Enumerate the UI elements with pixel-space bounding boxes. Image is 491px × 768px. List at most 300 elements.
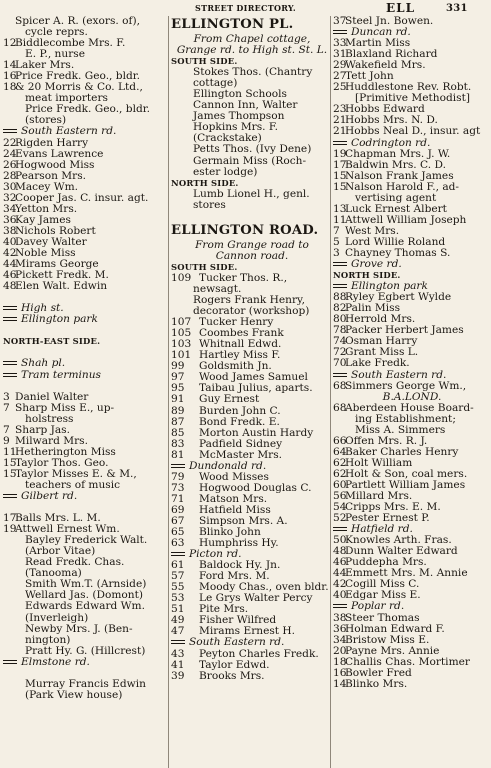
directory-entry [333,82,491,93]
directory-entry-continuation [333,414,491,425]
entry-text: Herrold Mrs. [345,314,416,326]
house-number: 24 [3,148,17,160]
directory-entry-continuation [3,557,165,568]
house-number: 52 [333,513,347,525]
cross-street-name: Duncan rd. [351,27,411,39]
entry-text: Fisher Wilfred [199,615,277,627]
street-heading [171,222,333,240]
house-number: 43 [171,648,185,660]
entry-text: Ellington Schools [193,89,287,101]
house-number: 26 [3,159,17,171]
entry-text: teachers of music [25,479,121,491]
directory-entry [3,38,165,49]
directory-entry-continuation [171,295,333,306]
house-number: 22 [3,137,17,149]
entry-text: Bond Fredk. E. [199,416,280,428]
entry-text: Germain Miss (Roch- [193,155,307,167]
entry-text: ELLINGTON PL. [171,17,294,32]
entry-text: Osman Harry [345,336,418,348]
directory-entry-continuation [171,306,333,317]
directory-entry [333,160,491,171]
house-number: 28 [3,170,17,182]
entry-text: Luck Ernest Albert [345,203,447,215]
directory-entry [171,538,333,549]
directory-entry-continuation [3,104,165,115]
side-heading [171,262,333,273]
directory-entry [3,469,165,480]
entry-text: West Mrs. [345,225,400,237]
house-number: 50 [333,535,347,547]
house-number: 40 [333,590,347,602]
directory-entry [171,273,333,284]
directory-entry-continuation [3,690,165,701]
directory-entry [171,527,333,538]
entry-text: Bayley Frederick Walt. [25,535,148,547]
directory-entry-continuation [3,624,165,635]
entry-text: Whitnall Edwd. [199,339,282,351]
house-number: 9 [3,435,10,447]
entry-text: Bristow Miss E. [345,634,430,646]
entry-text: Petts Thos. (Ivy Dene) [193,144,312,156]
cross-street-name: Tram terminus [21,369,101,381]
entry-text: Matson Mrs. [199,493,268,505]
entry-text: Read Fredk. Chas. [25,557,125,569]
entry-text: Coombes Frank [199,328,284,340]
directory-entry [3,149,165,160]
house-number: 69 [171,504,185,516]
entry-text: Davey Walter [15,236,87,248]
directory-entry-continuation [171,133,333,144]
cross-street-name: Codrington rd. [351,137,431,149]
entry-text: newsagt. [193,283,242,295]
directory-entry [171,494,333,505]
directory-entry-continuation [3,115,165,126]
entry-text: Sharp Jas. [15,424,70,436]
directory-entry [333,104,491,115]
entry-text: Cannon road. [215,250,289,262]
house-number: 3 [3,391,10,403]
entry-text: Mirams Ernest H. [199,626,296,638]
entry-text: Grange rd. to High st. St. L. [176,45,328,57]
directory-entry [171,450,333,461]
directory-entry [3,259,165,270]
directory-entry [333,579,491,590]
entry-text: Wood Misses [199,471,269,483]
entry-text: vertising agent [355,192,437,204]
entry-text: Millard Mrs. [345,491,413,503]
entry-text: Holt William [345,457,413,469]
entry-text: James Thompson [193,111,285,123]
entry-text: Taylor Edwd. [199,659,270,671]
house-number: 54 [333,502,347,514]
directory-entry [333,325,491,336]
house-number: 46 [333,557,347,569]
house-number: 53 [171,593,185,605]
entry-text: Daniel Walter [15,391,89,403]
entry-text: Wellard Jas. (Domont) [25,590,143,602]
entry-text: Wood James Samuel [199,372,308,384]
entry-text: Milward Mrs. [15,435,88,447]
entry-text: Murray Francis Edwin [25,678,146,690]
house-number: 7 [333,225,340,237]
house-number: 47 [171,626,185,638]
entry-text: Ford Mrs. M. [199,571,270,583]
house-number: 65 [171,527,185,539]
entry-text: (stores) [25,115,67,127]
entry-text: Tett John [345,71,394,83]
entry-text: Guy Ernest [199,394,260,406]
entry-text: Sharp Miss E., up- [15,402,115,414]
directory-entry [333,336,491,347]
entry-text: Hartley Miss F. [199,350,281,362]
directory-entry [3,425,165,436]
directory-entry [171,361,333,372]
directory-entry [3,182,165,193]
directory-entry [171,571,333,582]
entry-text: Yetton Mrs. [15,203,78,215]
entry-text: Hobbs Neal D., insur. agt [345,126,481,138]
directory-entry [171,428,333,439]
house-number: 38 [333,612,347,624]
street-route-note [171,240,333,251]
entry-text: Miss A. Simmers [355,424,446,436]
directory-entry [3,71,165,82]
entry-text: ester lodge) [193,166,258,178]
directory-entry [333,491,491,502]
entry-text: Nalson Frank James [345,170,454,182]
directory-entry-continuation [3,535,165,546]
directory-entry [3,513,165,524]
directory-entry [333,469,491,480]
entry-text: Morton Austin Hardy [199,427,314,439]
house-number: 51 [171,604,185,616]
house-number: 18 [3,82,17,94]
directory-entry [333,458,491,469]
directory-entry-continuation [171,200,333,211]
directory-entry [3,82,165,93]
directory-entry [333,314,491,325]
cross-street-marker [3,370,165,381]
entry-text: Rigden Harry [15,137,89,149]
house-number: 21 [333,126,347,138]
house-number: 79 [171,471,185,483]
house-number: 67 [171,515,185,527]
cross-street-name: Elmstone rd. [21,656,90,668]
house-number: 17 [333,159,347,171]
directory-entry [3,270,165,281]
directory-entry [3,392,165,403]
directory-entry-continuation [3,27,165,38]
house-number: 34 [3,203,17,215]
directory-entry [333,381,491,392]
directory-entry-continuation [171,100,333,111]
directory-entry [171,372,333,383]
directory-entry [333,347,491,358]
house-number: 20 [333,645,347,657]
street-heading [171,16,333,34]
entry-text: Tucker Thos. R., [199,272,288,284]
directory-entry [333,635,491,646]
house-number: 7 [3,402,10,414]
cross-street-name: South Eastern rd. [351,369,447,381]
entry-text: Puddepha Mrs. [345,557,427,569]
directory-entry [171,472,333,483]
directory-entry-continuation [3,480,165,491]
directory-entry [333,447,491,458]
house-number: 14 [3,60,17,72]
entry-text: Hobbs Mrs. N. D. [345,115,438,127]
house-number: 71 [171,493,185,505]
blank-line [171,211,333,222]
entry-text: [Primitive Methodist] [355,93,470,105]
entry-text: Price Fredk. Geo., bldr. [25,104,151,116]
house-number: 44 [3,259,17,271]
house-number: 103 [171,339,192,351]
directory-entry-continuation [3,414,165,425]
directory-entry [333,646,491,657]
directory-entry-continuation [3,635,165,646]
house-number: 91 [171,394,185,406]
house-number: 64 [333,446,347,458]
cross-street-name: South Eastern rd. [189,637,285,649]
directory-entry [333,590,491,601]
house-number: 48 [333,546,347,558]
directory-entry [3,160,165,171]
entry-text: Steer Thomas [345,612,420,624]
house-number: 18 [333,656,347,668]
street-route-note [171,45,333,56]
section-letters: ELL [386,1,416,15]
house-number: 49 [171,615,185,627]
directory-entry [3,436,165,447]
house-number: 80 [333,314,347,326]
directory-entry [171,671,333,682]
directory-entry [333,237,491,248]
entry-text: Balls Mrs. L. M. [15,513,101,525]
directory-entry [3,215,165,226]
entry-text: Martin Miss [345,38,411,50]
entry-text: Biddlecombe Mrs. F. [15,38,126,50]
directory-entry-continuation [171,78,333,89]
directory-entry-continuation [3,613,165,624]
house-number: 12 [3,38,17,50]
house-number: 42 [3,247,17,259]
house-number: 19 [333,148,347,160]
entry-text: Edgar Miss E. [345,590,421,602]
directory-entry [3,237,165,248]
house-number: 66 [333,435,347,447]
house-number: 88 [333,292,347,304]
directory-entry [333,115,491,126]
entry-text: Mirams George [15,259,99,271]
house-number: 83 [171,438,185,450]
entry-text: From Grange road to [195,239,309,251]
house-number: 60 [333,479,347,491]
entry-text: Spicer A. R. (exors. of), [15,16,140,27]
entry-text: Kay James [15,214,71,226]
directory-entry [171,328,333,339]
entry-text: NORTH-EAST SIDE. [3,336,101,347]
entry-text: Edwards Edward Wm. [25,601,145,613]
directory-entry [333,557,491,568]
house-number: 81 [171,449,185,461]
entry-text: Padfield Sidney [199,438,283,450]
directory-entry [171,406,333,417]
entry-text: ing Establishment; [355,413,456,425]
directory-entry [333,171,491,182]
house-number: 74 [333,336,347,348]
entry-text: Chayney Thomas S. [345,247,451,259]
entry-text: Brooks Mrs. [199,670,265,682]
entry-text: Blaxland Richard [345,49,438,61]
house-number: 15 [333,170,347,182]
entry-text: Holt & Son, coal mers. [345,468,468,480]
entry-text: Taibau Julius, aparts. [199,383,313,395]
house-number: 99 [171,361,185,373]
cross-street-marker [333,138,491,149]
column-left [3,16,165,768]
house-number: 16 [3,71,17,83]
cross-street-marker [3,314,165,325]
entry-text: Hobbs Edward [345,104,425,116]
entry-text: Macey Wm. [15,181,79,193]
house-number: 85 [171,427,185,439]
directory-entry [333,49,491,60]
directory-entry-continuation [3,590,165,601]
entry-text: cottage) [193,78,238,90]
directory-entry [333,303,491,314]
directory-entry-continuation [171,156,333,167]
side-heading [171,178,333,189]
house-number: 34 [333,634,347,646]
directory-entry [171,560,333,571]
directory-entry [333,480,491,491]
house-number: 23 [333,104,347,116]
entry-text: (Crackstake) [193,133,262,145]
house-number: 19 [3,524,17,536]
entry-text: Pite Mrs. [199,604,249,616]
directory-entry [333,16,491,27]
cross-street-name: Ellington park [21,314,98,326]
house-number: 72 [333,347,347,359]
entry-text: holstress [25,413,74,425]
entry-text: meat importers [25,93,108,105]
entry-text: Peyton Charles Fredk. [199,648,319,660]
entry-text: Lumb Lionel H., genl. [193,188,310,200]
directory-entry-continuation [171,111,333,122]
entry-text: B.A.LOND. [382,391,442,403]
cross-street-name: South Eastern rd. [21,126,117,138]
entry-text: Price Fredk. Geo., bldr. [15,71,141,83]
street-route-note [333,392,491,403]
cross-street-marker [171,637,333,648]
entry-text: cycle reprs. [25,27,88,39]
directory-entry [333,502,491,513]
entry-text: Noble Miss [15,247,76,259]
entry-text: & 20 Morris & Co. Ltd., [15,82,143,94]
side-heading [333,270,491,281]
directory-entry-continuation [3,646,165,657]
directory-entry [171,483,333,494]
directory-entry [171,317,333,328]
directory-entry [3,403,165,414]
directory-entry [333,71,491,82]
entry-text: NORTH SIDE. [171,177,239,188]
house-number: 82 [333,303,347,315]
directory-entry [333,403,491,414]
house-number: 89 [171,405,185,417]
directory-entry [333,358,491,369]
entry-text: (Arbor Vitae) [25,546,96,558]
house-number: 27 [333,71,347,83]
entry-text: Humphriss Hy. [199,538,279,550]
house-number: 105 [171,328,192,340]
entry-text: Pester Ernest P. [345,513,430,525]
entry-text: Packer Herbert James [345,325,464,337]
page-number: 331 [446,3,468,14]
house-number: 107 [171,317,192,329]
entry-text: Baker Charles Henry [345,446,459,458]
entry-text: Huddlestone Rev. Robt. [345,82,472,94]
blank-line [3,347,165,358]
entry-text: Hetherington Miss [15,446,116,458]
house-number: 48 [3,281,17,293]
entry-text: SOUTH SIDE. [171,56,238,67]
directory-entry [171,626,333,637]
directory-entry-continuation [3,546,165,557]
cross-street-marker [333,370,491,381]
entry-text: SOUTH SIDE. [171,261,238,272]
house-number: 32 [3,192,17,204]
entry-text: Tucker Henry [199,317,274,329]
house-number: 56 [333,491,347,503]
directory-entry [333,38,491,49]
running-head: STREET DIRECTORY. [195,3,296,13]
cross-street-marker [3,358,165,369]
entry-text: Aberdeen House Board- [345,402,474,414]
house-number: 14 [333,678,347,690]
directory-entry [333,215,491,226]
directory-entry [333,657,491,668]
directory-entry-continuation [3,49,165,60]
directory-entry [333,149,491,160]
entry-text: E. P., nurse [25,49,85,61]
cross-street-name: Picton rd. [189,549,242,561]
street-route-note [171,251,333,262]
house-number: 25 [333,82,347,94]
entry-text: Ryley Egbert Wylde [345,292,452,304]
directory-entry [333,126,491,137]
cross-street-name: Shah pl. [21,358,66,370]
house-number: 17 [3,513,17,525]
house-number: 13 [333,203,347,215]
entry-text: Lord Willie Roland [345,236,446,248]
cross-street-marker [3,126,165,137]
directory-entry [171,505,333,516]
entry-text: Newby Mrs. J. (Ben- [25,623,133,635]
directory-entry [333,568,491,579]
directory-entry-continuation [333,425,491,436]
cross-street-marker [171,461,333,472]
directory-entry [333,182,491,193]
entry-text: Wakefield Mrs. [345,60,426,72]
directory-entry [333,535,491,546]
house-number: 68 [333,380,347,392]
house-number: 15 [3,468,17,480]
entry-text: Cogill Miss C. [345,579,420,591]
house-number: 7 [3,424,10,436]
directory-entry [333,60,491,71]
